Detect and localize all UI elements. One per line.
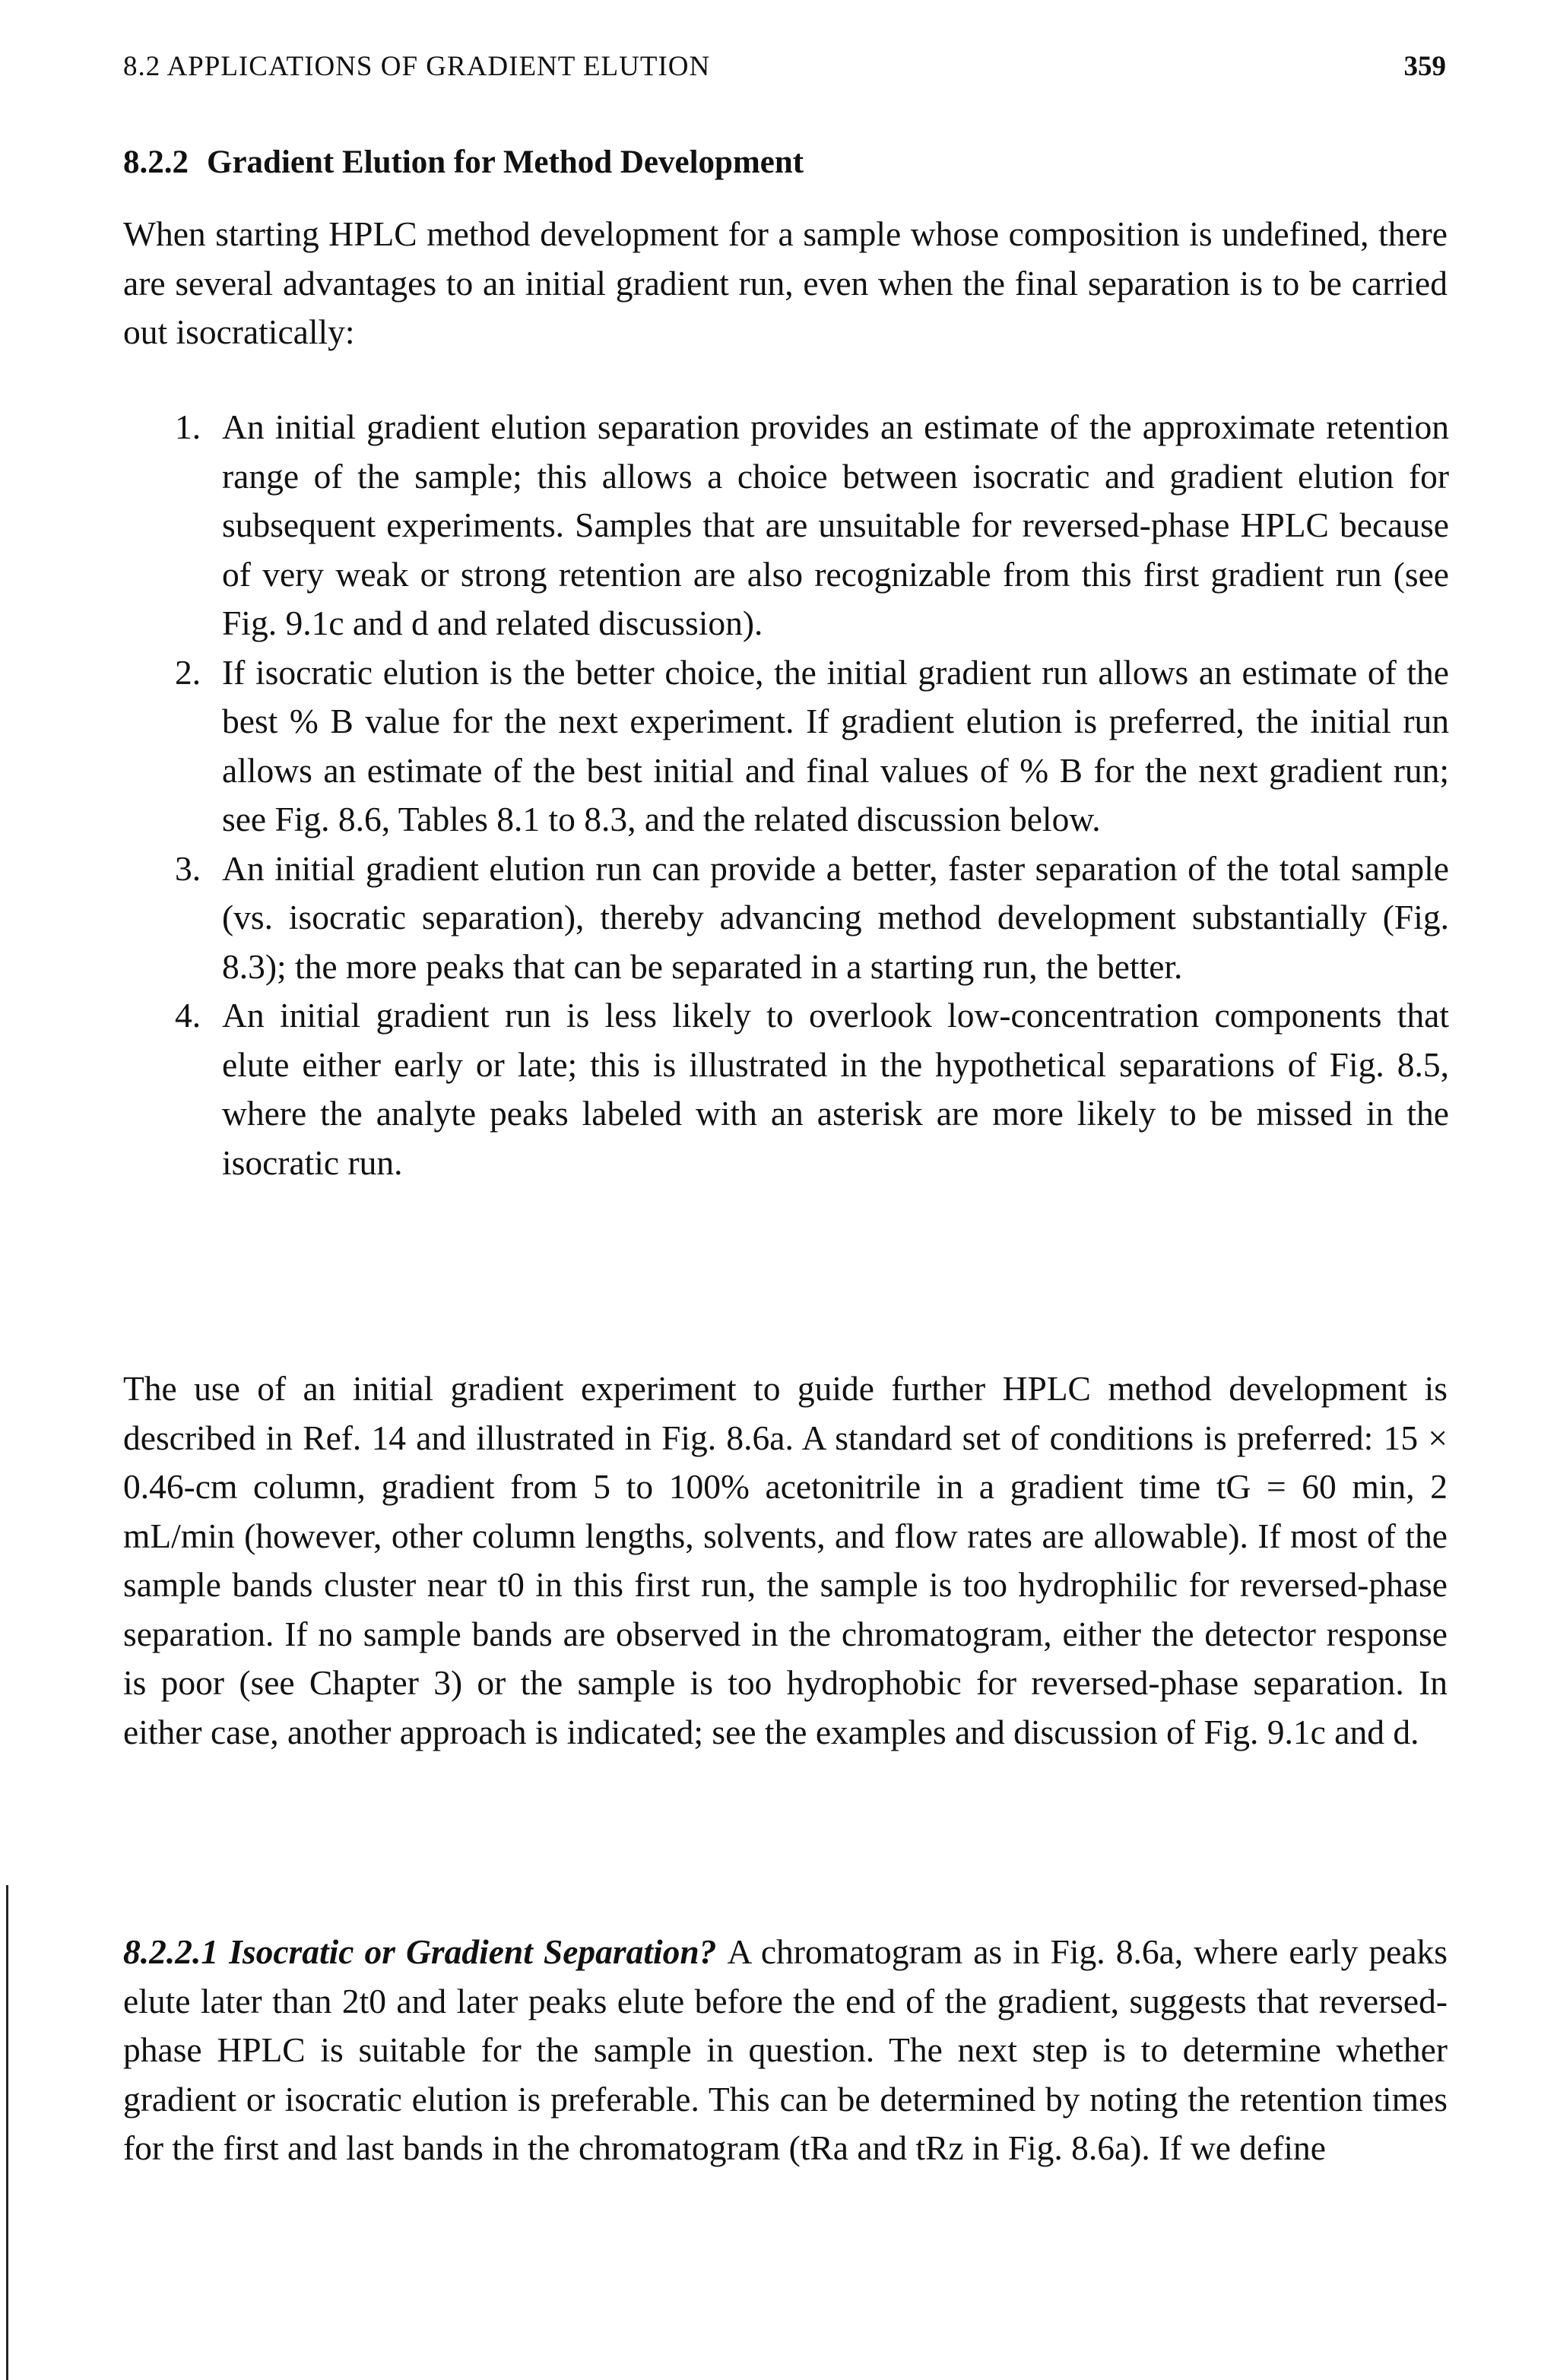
list-item xyxy=(175,845,1449,992)
list-item xyxy=(175,648,1449,845)
scan-margin-line xyxy=(6,1885,8,2380)
list-item-text: An initial gradient elution separation provides an estimate of the approximate retention range of the sample; this allows a choice between isocratic and gradient elution for subsequent experiments. Samples that are unsuitable for reversed-phase HPLC because of very weak or strong retention are also recognizable from this first gradient run (see Fig. 9.1c and d and related discussion). xyxy=(222,407,1449,642)
list-item-number: 1. xyxy=(175,407,201,446)
list-item-text: If isocratic elution is the better choice, the initial gradient run allows an estimate of the best % B value for the next experiment. If gradient elution is preferred, the initial run allows an estimate of the best initial and final values of % B for the next gradient run; see Fig. 8.6, Tables 8.1 to 8.3, and the related discussion below. xyxy=(222,652,1449,838)
advantages-list xyxy=(175,403,1449,1187)
page-number: 359 xyxy=(1403,51,1446,82)
subsection-text: A chromatogram as in Fig. 8.6a, where early peaks elute later than 2t0 and later peaks elute before the end of the gradient, suggests that reversed-phase HPLC is suitable for the sample in question. The next step is to determine whether gradient or isocratic elution is preferable. This can be determined by noting the retention times for the first and last bands in the chromatogram (tRa and tRz in Fig. 8.6a). If we define xyxy=(123,1932,1448,2167)
list-item-text: An initial gradient elution run can provide a better, faster separation of the total sample (vs. isocratic separation), thereby advancing method development substantially (Fig. 8.3); the more peaks that can be separated in a starting run, the better. xyxy=(222,848,1449,986)
list-item-number: 3. xyxy=(175,848,201,888)
subsection-title: 8.2.2.1 Isocratic or Gradient Separation? xyxy=(123,1932,717,1971)
subsection-paragraph xyxy=(123,1928,1448,2173)
list-item xyxy=(175,991,1449,1187)
section-heading xyxy=(123,141,804,184)
list-item xyxy=(175,403,1449,648)
section-title: Gradient Elution for Method Development xyxy=(207,144,804,180)
list-item-number: 2. xyxy=(175,652,201,692)
running-title: 8.2 APPLICATIONS OF GRADIENT ELUTION xyxy=(123,51,711,82)
section-number: 8.2.2 xyxy=(123,144,189,180)
list-item-text: An initial gradient run is less likely to overlook low-concentration components that elute either early or late; this is illustrated in the hypothetical separations of Fig. 8.5, where the analyte peaks labeled with an asterisk are more likely to be missed in the isocratic run. xyxy=(222,996,1449,1182)
list-item-number: 4. xyxy=(175,996,201,1035)
running-header xyxy=(123,44,1446,90)
intro-paragraph: When starting HPLC method development for a sample whose composition is undefined, there are several advantages to an initial gradient run, even when the final separation is to be carried out isocratically: xyxy=(123,214,1448,351)
body-paragraph: The use of an initial gradient experiment to guide further HPLC method development is described in Ref. 14 and illustrated in Fig. 8.6a. A standard set of conditions is preferred: 15 × 0.46-cm column, gradient from 5 to 100% acetonitrile in a gradient time tG = 60 min, 2 mL/min (however, other column lengths, solvents, and flow rates are allowable). If most of the sample bands cluster near t0 in this first run, the sample is too hydrophilic for reversed-phase separation. If no sample bands are observed in the chromatogram, either the detector response is poor (see Chapter 3) or the sample is too hydrophobic for reversed-phase separation. In either case, another approach is indicated; see the examples and discussion of Fig. 9.1c and d. xyxy=(123,1369,1448,1751)
